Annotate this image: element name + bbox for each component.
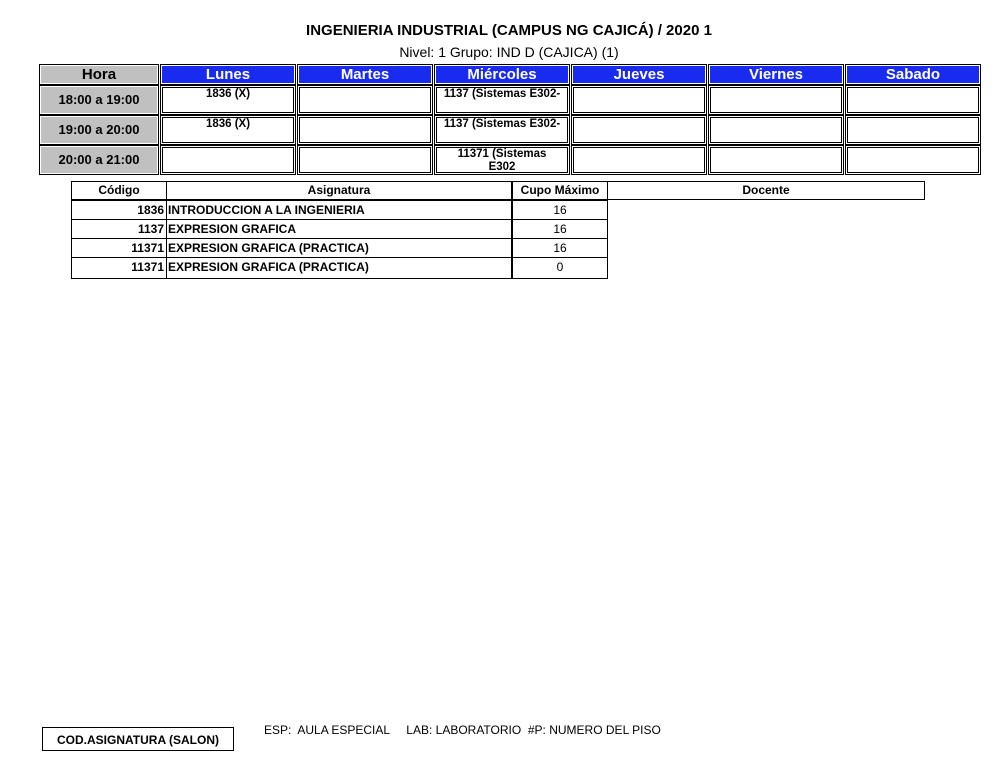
schedule-cell: 1836 (X) bbox=[160, 115, 296, 145]
schedule-cell: 1137 (Sistemas E302- bbox=[434, 115, 570, 145]
col-header-asignatura: Asignatura bbox=[166, 181, 512, 200]
schedule-cell bbox=[845, 115, 981, 145]
time-slot-label: 18:00 a 19:00 bbox=[39, 85, 159, 115]
subject-cupo: 16 bbox=[512, 200, 608, 220]
legend-code-box: COD.ASIGNATURA (SALON) bbox=[42, 727, 234, 751]
page-subtitle: Nivel: 1 Grupo: IND D (CAJICA) (1) bbox=[399, 44, 619, 60]
schedule-cell bbox=[571, 85, 707, 115]
col-header-cupo: Cupo Máximo bbox=[512, 181, 608, 200]
day-header-martes: Martes bbox=[297, 64, 433, 85]
subject-cupo: 0 bbox=[512, 257, 608, 279]
schedule-cell: 11371 (Sistemas E302 bbox=[434, 145, 570, 175]
schedule-cell bbox=[297, 115, 433, 145]
subject-code: 1137 bbox=[71, 219, 167, 239]
col-header-codigo: Código bbox=[71, 181, 167, 200]
day-header-lunes: Lunes bbox=[160, 64, 296, 85]
time-slot-label: 19:00 a 20:00 bbox=[39, 115, 159, 145]
schedule-cell bbox=[571, 115, 707, 145]
schedule-cell bbox=[708, 145, 844, 175]
subject-cupo: 16 bbox=[512, 238, 608, 258]
subject-code: 1836 bbox=[71, 200, 167, 220]
time-slot-label: 20:00 a 21:00 bbox=[39, 145, 159, 175]
schedule-cell bbox=[160, 145, 296, 175]
subject-name: INTRODUCCION A LA INGENIERIA bbox=[166, 200, 512, 220]
legend-abbreviations: ESP: AULA ESPECIAL LAB: LABORATORIO #P: NUMERO DEL PISO bbox=[264, 723, 661, 737]
hora-header: Hora bbox=[39, 64, 159, 85]
schedule-cell bbox=[708, 115, 844, 145]
day-header-viernes: Viernes bbox=[708, 64, 844, 85]
subject-cupo: 16 bbox=[512, 219, 608, 239]
subject-code: 11371 bbox=[71, 257, 167, 279]
schedule-cell: 1836 (X) bbox=[160, 85, 296, 115]
schedule-cell bbox=[571, 145, 707, 175]
subject-name: EXPRESION GRAFICA (PRACTICA) bbox=[166, 257, 512, 279]
schedule-cell bbox=[845, 85, 981, 115]
page-title: INGENIERIA INDUSTRIAL (CAMPUS NG CAJICÁ) / 2020 1 bbox=[306, 22, 712, 39]
day-header-miercoles: Miércoles bbox=[434, 64, 570, 85]
schedule-cell: 1137 (Sistemas E302- bbox=[434, 85, 570, 115]
schedule-cell bbox=[297, 145, 433, 175]
day-header-jueves: Jueves bbox=[571, 64, 707, 85]
schedule-cell bbox=[845, 145, 981, 175]
col-header-docente: Docente bbox=[607, 181, 925, 200]
subject-name: EXPRESION GRAFICA bbox=[166, 219, 512, 239]
subject-name: EXPRESION GRAFICA (PRACTICA) bbox=[166, 238, 512, 258]
schedule-cell bbox=[297, 85, 433, 115]
schedule-cell bbox=[708, 85, 844, 115]
day-header-sabado: Sabado bbox=[845, 64, 981, 85]
subject-code: 11371 bbox=[71, 238, 167, 258]
